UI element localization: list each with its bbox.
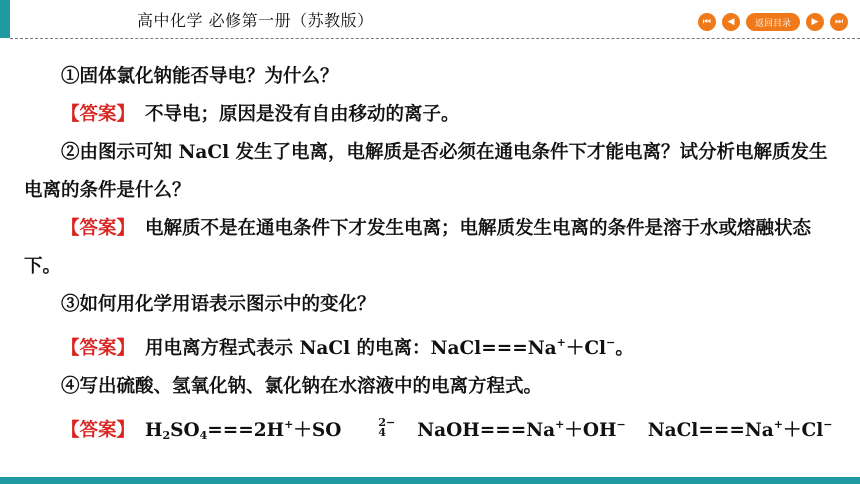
question-2: ②由图示可知 NaCl 发生了电离，电解质是否必须在通电条件下才能电离？试分析电解质发生电离的条件是什么？ <box>24 142 828 201</box>
sup-plus: + <box>773 418 783 431</box>
sup-minus: − <box>606 336 616 349</box>
slide-navigation <box>698 12 848 32</box>
sup-minus: − <box>616 418 626 431</box>
header-accent-bar <box>0 0 10 38</box>
sulfate-charge <box>341 418 395 438</box>
skip-last-icon[interactable]: ⏭ <box>830 13 848 31</box>
skip-first-icon[interactable]: ⏮ <box>698 13 716 31</box>
eq-3-b: ＋Cl <box>782 420 824 441</box>
eq-so: SO <box>170 420 200 441</box>
answer-3 <box>24 324 846 368</box>
answer-2 <box>24 210 846 286</box>
answer-2-text: 电解质不是在通电条件下才发生电离；电解质发生电离的条件是溶于水或熔融状态下。 <box>24 218 812 277</box>
course-title: 高中化学 必修第一册（苏教版） <box>137 11 374 30</box>
sup-plus: + <box>556 336 566 349</box>
header-divider <box>10 38 860 39</box>
question-3: ③如何用化学用语表示图示中的变化？ <box>61 294 376 315</box>
answer-1 <box>24 96 846 134</box>
eq-3-a: NaCl===Na <box>647 420 774 441</box>
answer-3-end: 。 <box>615 338 634 359</box>
answer-3-plus: ＋Cl <box>565 338 607 359</box>
question-4: ④写出硫酸、氢氧化钠、氯化钠在水溶液中的电离方程式。 <box>61 376 543 397</box>
sub-2: 2 <box>162 429 171 442</box>
sup-plus: + <box>555 418 565 431</box>
answer-1-text: 不导电；原因是没有自由移动的离子。 <box>145 104 460 125</box>
sup-minus: − <box>823 418 833 431</box>
sup-2minus: 2− <box>378 416 396 429</box>
prev-icon[interactable]: ◀ <box>722 13 740 31</box>
question-1: ①固体氯化钠能否导电？为什么？ <box>61 66 339 87</box>
answer-tag: 【答案】 <box>61 338 136 359</box>
answer-3-prefix: 用电离方程式表示 NaCl 的电离：NaCl===Na <box>145 338 557 359</box>
next-icon[interactable]: ▶ <box>806 13 824 31</box>
sub-4: 4 <box>199 429 208 442</box>
eq-2-b: ＋OH <box>564 420 617 441</box>
eq-h: H <box>145 420 163 441</box>
eq-2-a: NaOH===Na <box>417 420 556 441</box>
eq-1-mid: ===2H <box>207 420 285 441</box>
sub-4: 4 <box>378 426 387 439</box>
back-to-contents-button[interactable]: 返回目录 <box>746 13 800 31</box>
answer-tag: 【答案】 <box>61 104 136 125</box>
answer-tag: 【答案】 <box>61 218 136 239</box>
answer-4-equations <box>145 416 833 442</box>
sup-plus: + <box>284 418 294 431</box>
footer-bar <box>0 477 860 484</box>
main-content <box>24 58 846 455</box>
answer-3-text <box>145 338 634 359</box>
answer-4 <box>24 406 846 455</box>
answer-tag: 【答案】 <box>61 420 136 441</box>
eq-1-plus-so: ＋SO <box>293 420 342 441</box>
